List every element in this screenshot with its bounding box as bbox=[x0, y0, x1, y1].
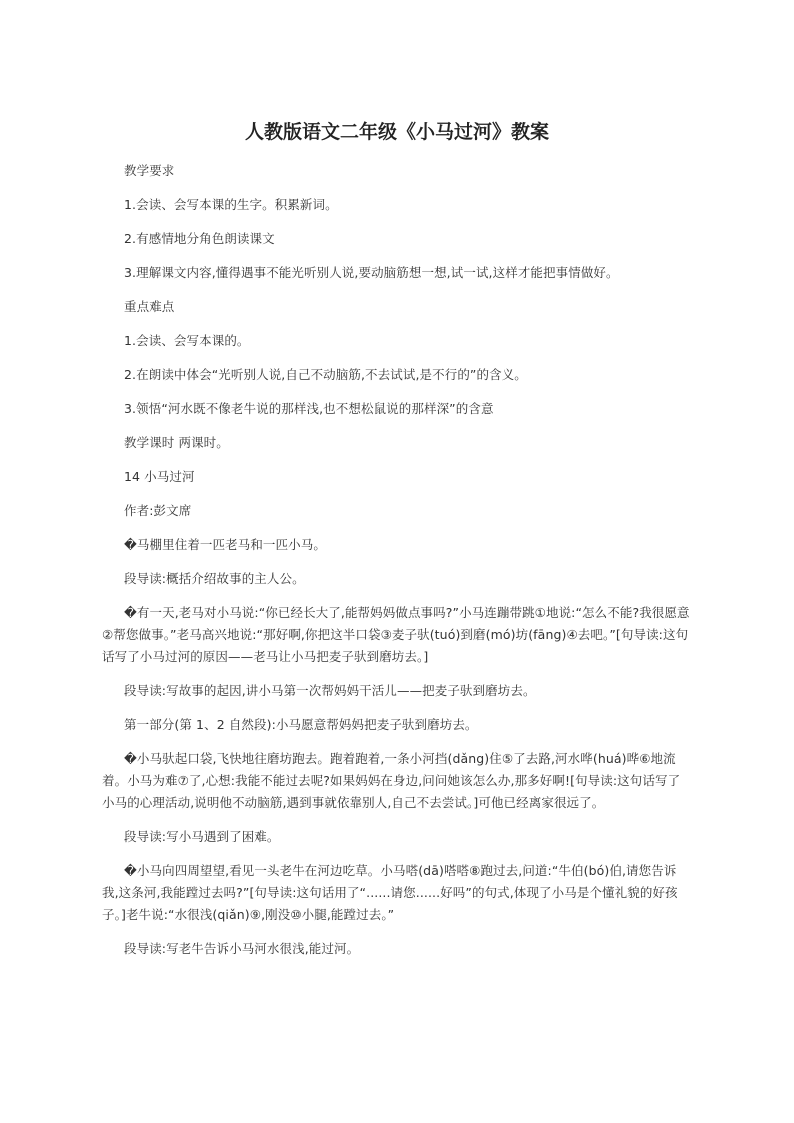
paragraph-lesson-title: 14 小马过河 bbox=[124, 469, 195, 484]
paragraph-guide-4: 段导读:写老牛告诉小马河水很浅,能过河。 bbox=[124, 941, 360, 956]
paragraph-story-1: �马棚里住着一匹老马和一匹小马。 bbox=[124, 537, 326, 552]
paragraph-teaching-requirements-heading: 教学要求 bbox=[124, 163, 175, 178]
paragraph-class-hours: 教学课时 两课时。 bbox=[124, 435, 229, 450]
paragraph-difficulty-2: 2.在朗读中体会“光听别人说,自己不动脑筋,不去试试,是不行的”的含义。 bbox=[124, 367, 527, 382]
paragraph-story-3: �小马驮起口袋,飞快地往磨坊跑去。跑着跑着,一条小河挡(dǎng)住⑤了去路,河水哗(huá)哗⑥地流着。小马为难⑦了,心想:我能不能过去呢?如果妈妈在身边,问问她该怎么办,那多好啊![句导读:这句话写了小马的心理活动,说明他不动脑筋,遇到事就依靠别人,自己不去尝试。]可他已经离家很远了。 bbox=[102, 751, 681, 810]
paragraph-requirement-1: 1.会读、会写本课的生字。积累新词。 bbox=[124, 197, 338, 212]
document-body bbox=[102, 160, 692, 972]
paragraph-requirement-3: 3.理解课文内容,懂得遇事不能光听别人说,要动脑筋想一想,试一试,这样才能把事情做好。 bbox=[124, 265, 619, 280]
paragraph-guide-3: 段导读:写小马遇到了困难。 bbox=[124, 829, 280, 844]
paragraph-guide-2: 段导读:写故事的起因,讲小马第一次帮妈妈干活儿——把麦子驮到磨坊去。 bbox=[124, 683, 536, 698]
paragraph-story-4: �小马向四周望望,看见一头老牛在河边吃草。小马嗒(dā)嗒嗒⑧跑过去,问道:“牛伯(bó)伯,请您告诉我,这条河,我能蹚过去吗?”[句导读:这句话用了“......请您......好吗”的句式,体现了小马是个懂礼貌的好孩子。]老牛说:“水很浅(qiǎn)⑨,刚没⑩小腿,能蹚过去。” bbox=[102, 863, 678, 922]
paragraph-difficulty-1: 1.会读、会写本课的。 bbox=[124, 333, 250, 348]
paragraph-difficulty-3: 3.领悟“河水既不像老牛说的那样浅,也不想松鼠说的那样深”的含意 bbox=[124, 401, 494, 416]
paragraph-author: 作者:彭文席 bbox=[124, 503, 192, 518]
paragraph-requirement-2: 2.有感情地分角色朗读课文 bbox=[124, 231, 275, 246]
paragraph-guide-1: 段导读:概括介绍故事的主人公。 bbox=[124, 571, 305, 586]
paragraph-part-one-summary: 第一部分(第 1、2 自然段):小马愿意帮妈妈把麦子驮到磨坊去。 bbox=[124, 717, 478, 732]
paragraph-story-2: �有一天,老马对小马说:“你已经长大了,能帮妈妈做点事吗?”小马连蹦带跳①地说:“怎么不能?我很愿意②帮您做事。”老马高兴地说:“那好啊,你把这半口袋③麦子驮(tuó)到磨(mó)坊(fāng)④去吧。”[句导读:这句话写了小马过河的原因——老马让小马把麦子驮到磨坊去。] bbox=[102, 605, 690, 664]
paragraph-key-difficulties-heading: 重点难点 bbox=[124, 299, 175, 314]
document-title: 人教版语文二年级《小马过河》教案 bbox=[244, 121, 549, 143]
